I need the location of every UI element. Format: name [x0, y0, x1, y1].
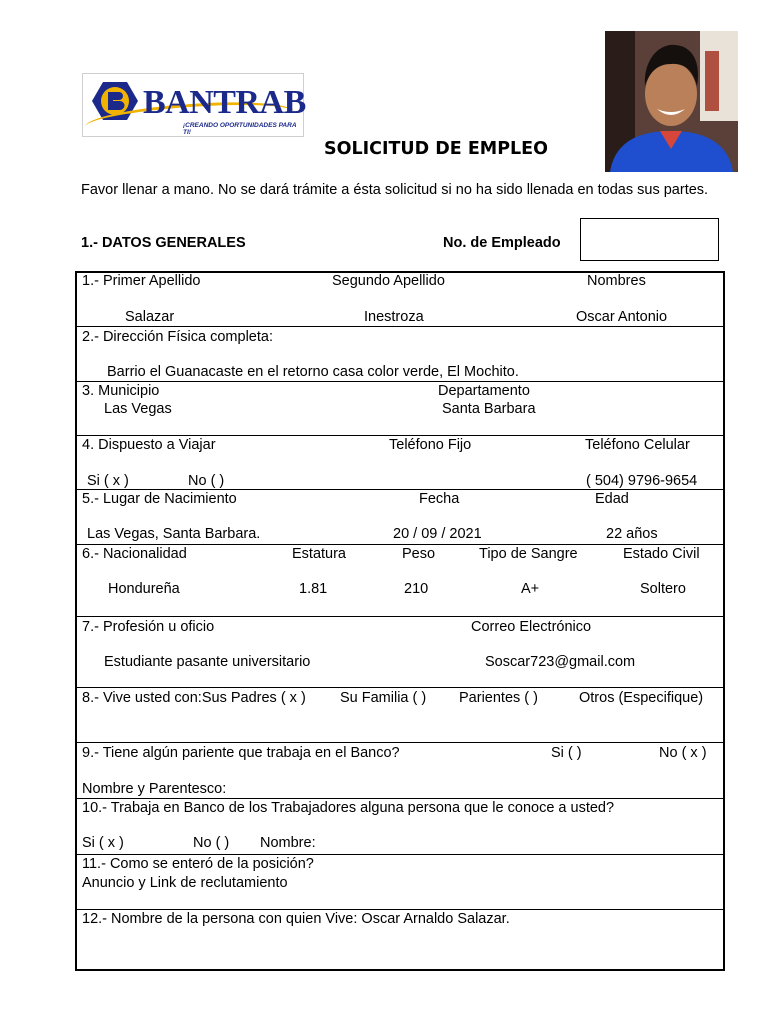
row-divider — [75, 909, 723, 910]
lives-with-relatives-option[interactable]: Parientes ( ) — [459, 690, 538, 706]
known-name-label: Nombre: — [260, 835, 316, 851]
cellphone-label: Teléfono Celular — [585, 437, 690, 453]
height-value[interactable]: 1.81 — [299, 581, 328, 597]
travel-label: 4. Dispuesto a Viajar — [82, 437, 216, 453]
bantrab-logo — [82, 73, 304, 137]
section-title: 1.- DATOS GENERALES — [81, 235, 246, 251]
instructions-text: Favor llenar a mano. No se dará trámite a ésta solicitud si no ha sido llenada en todas sus partes. — [81, 182, 709, 198]
relative-yes-option[interactable]: Si ( ) — [551, 745, 582, 761]
second-surname-label: Segundo Apellido — [332, 273, 445, 289]
birthplace-value[interactable]: Las Vegas, Santa Barbara. — [87, 526, 261, 542]
person-photo-icon — [605, 31, 738, 172]
first-surname-label: 1.- Primer Apellido — [82, 273, 201, 289]
cohabitant-name[interactable]: 12.- Nombre de la persona con quien Vive: Oscar Arnaldo Salazar. — [82, 911, 510, 927]
applicant-photo — [605, 31, 738, 172]
logo-brand-text: BANTRAB — [143, 84, 306, 121]
employee-number-label: No. de Empleado — [443, 235, 561, 251]
row-divider — [75, 381, 723, 382]
landline-label: Teléfono Fijo — [389, 437, 472, 453]
lives-with-others-option[interactable]: Otros (Especifique) — [579, 690, 704, 706]
email-value[interactable]: Soscar723@gmail.com — [485, 654, 636, 670]
birthplace-label: 5.- Lugar de Nacimiento — [82, 491, 237, 507]
row-divider — [75, 326, 723, 327]
nationality-label: 6.- Nacionalidad — [82, 546, 187, 562]
travel-yes-option[interactable]: Si ( x ) — [87, 473, 129, 489]
weight-label: Peso — [402, 546, 436, 562]
row-divider — [75, 489, 723, 490]
weight-value[interactable]: 210 — [404, 581, 429, 597]
department-value[interactable]: Santa Barbara — [442, 401, 536, 417]
height-label: Estatura — [292, 546, 346, 562]
municipality-label: 3. Municipio — [82, 383, 160, 399]
row-divider — [75, 544, 723, 545]
row-divider — [75, 798, 723, 799]
row-divider — [75, 687, 723, 688]
employee-number-field[interactable] — [580, 218, 719, 261]
address-value[interactable]: Barrio el Guanacaste en el retorno casa color verde, El Mochito. — [107, 364, 519, 380]
department-label: Departamento — [438, 383, 530, 399]
municipality-value[interactable]: Las Vegas — [104, 401, 172, 417]
cellphone-value[interactable]: ( 504) 9796-9654 — [586, 473, 698, 489]
age-label: Edad — [595, 491, 629, 507]
known-person-question: 10.- Trabaja en Banco de los Trabajadores alguna persona que le conoce a usted? — [82, 800, 615, 816]
known-yes-option[interactable]: Si ( x ) — [82, 835, 124, 851]
names-label: Nombres — [587, 273, 646, 289]
relative-at-bank-question: 9.- Tiene algún pariente que trabaja en el Banco? — [82, 745, 400, 761]
names-value[interactable]: Oscar Antonio — [576, 309, 668, 325]
profession-value[interactable]: Estudiante pasante universitario — [104, 654, 311, 670]
travel-no-option[interactable]: No ( ) — [188, 473, 225, 489]
date-label: Fecha — [419, 491, 460, 507]
known-no-option[interactable]: No ( ) — [193, 835, 230, 851]
logo-tagline: ¡CREANDO OPORTUNIDADES PARA TI! — [183, 122, 297, 136]
date-value[interactable]: 20 / 09 / 2021 — [393, 526, 482, 542]
address-label: 2.- Dirección Física completa: — [82, 329, 273, 345]
nationality-value[interactable]: Hondureña — [108, 581, 180, 597]
second-surname-value[interactable]: Inestroza — [364, 309, 424, 325]
how-learned-question: 11.- Como se enteró de la posición? — [82, 856, 314, 872]
marital-status-value[interactable]: Soltero — [640, 581, 686, 597]
relative-no-option[interactable]: No ( x ) — [659, 745, 707, 761]
blood-type-label: Tipo de Sangre — [479, 546, 578, 562]
age-value[interactable]: 22 años — [606, 526, 658, 542]
first-surname-value[interactable]: Salazar — [125, 309, 175, 325]
marital-status-label: Estado Civil — [623, 546, 700, 562]
profession-label: 7.- Profesión u oficio — [82, 619, 215, 635]
row-divider — [75, 616, 723, 617]
row-divider — [75, 742, 723, 743]
page-title: SOLICITUD DE EMPLEO — [324, 139, 549, 159]
blood-type-value[interactable]: A+ — [521, 581, 540, 597]
relative-name-label: Nombre y Parentesco: — [82, 781, 227, 797]
how-learned-value[interactable]: Anuncio y Link de reclutamiento — [82, 875, 288, 891]
email-label: Correo Electrónico — [471, 619, 592, 635]
lives-with-parents-option[interactable]: 8.- Vive usted con:Sus Padres ( x ) — [82, 690, 306, 706]
row-divider — [75, 435, 723, 436]
row-divider — [75, 854, 723, 855]
lives-with-family-option[interactable]: Su Familia ( ) — [340, 690, 427, 706]
